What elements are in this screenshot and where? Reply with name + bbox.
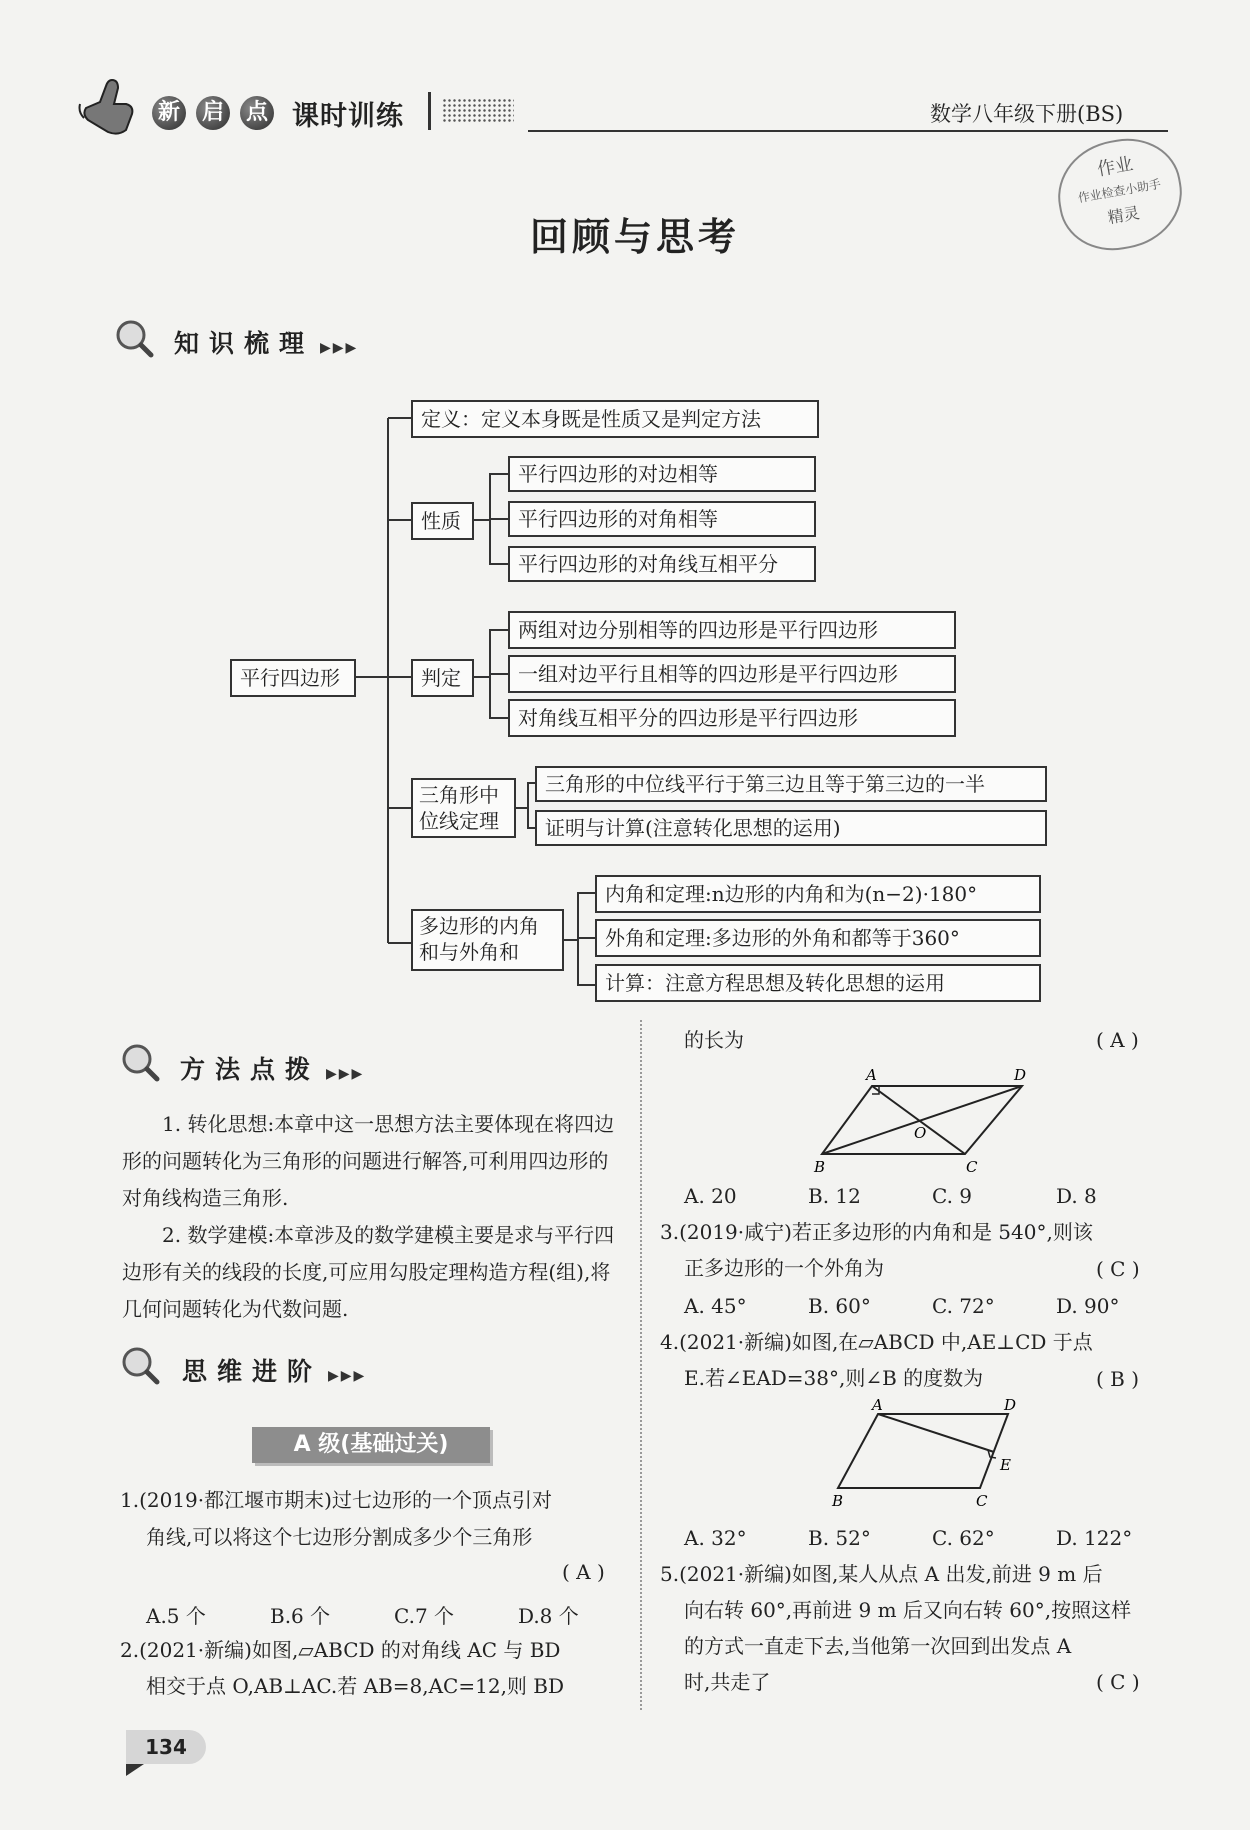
mindmap-criteria-label: 判定 [411, 659, 474, 697]
q3-option-a: A. 45° [684, 1294, 747, 1318]
q1-option-a: A.5 个 [146, 1604, 206, 1628]
polygon-item-1: 内角和定理:n边形的内角和为(n−2)·180° [595, 875, 1041, 913]
q2-label-o: O [914, 1124, 927, 1142]
method-paragraph-1: 1. 转化思想:本章中这一思想方法主要体现在将四边形的问题转化为三角形的问题进行解答,可利用四边形的对角线构造三角形. [122, 1112, 615, 1210]
brand-char-2: 启 [196, 96, 230, 130]
polygon-item-2: 外角和定理:多边形的外角和都等于360° [595, 919, 1041, 957]
q2-label-a: A [866, 1066, 877, 1084]
q1-line-1: 1.(2019·都江堰市期末)过七边形的一个顶点引对 [120, 1488, 552, 1512]
book-info: 数学八年级下册(BS) [930, 102, 1124, 126]
q2-line-3: 的长为 [684, 1028, 744, 1052]
property-item-2: 平行四边形的对角相等 [508, 501, 816, 537]
q2-option-b: B. 12 [808, 1184, 861, 1208]
section-arrows-icon: ▶▶▶ [328, 1368, 367, 1384]
midline-item-2: 证明与计算(注意转化思想的运用) [535, 810, 1047, 846]
section-method [180, 1050, 364, 1086]
q4-option-a: A. 32° [684, 1526, 747, 1550]
brand-char-1: 新 [152, 96, 186, 130]
page-title: 回顾与思考 [529, 215, 740, 259]
q4-label-a: A [872, 1396, 883, 1414]
mindmap-root: 平行四边形 [230, 659, 356, 697]
property-item-3: 平行四边形的对角线互相平分 [508, 546, 816, 582]
property-item-1: 平行四边形的对边相等 [508, 456, 816, 492]
q3-line-2: 正多边形的一个外角为 [684, 1256, 884, 1280]
q3-line-1: 3.(2019·咸宁)若正多边形的内角和是 540°,则该 [660, 1220, 1093, 1244]
q4-label-c: C [976, 1492, 988, 1510]
q2-label-d: D [1014, 1066, 1027, 1084]
q4-option-d: D. 122° [1056, 1526, 1133, 1550]
q5-answer: ( C ) [1096, 1670, 1140, 1694]
q4-line-2: E.若∠EAD=38°,则∠B 的度数为 [684, 1366, 984, 1390]
q2-answer: ( A ) [1096, 1028, 1139, 1052]
q2-option-c: C. 9 [932, 1184, 973, 1208]
q5-line-1: 5.(2021·新编)如图,某人从点 A 出发,前进 9 m 后 [660, 1562, 1103, 1586]
section-advanced [182, 1352, 366, 1388]
q4-line-1: 4.(2021·新编)如图,在▱ABCD 中,AE⊥CD 于点 [660, 1330, 1093, 1354]
midline-item-1: 三角形的中位线平行于第三边且等于第三边的一半 [535, 766, 1047, 802]
magnifier-icon [120, 1345, 160, 1385]
q2-line-2: 相交于点 O,AB⊥AC.若 AB=8,AC=12,则 BD [146, 1674, 565, 1698]
brand-title: 课时训练 [292, 101, 404, 132]
q3-option-c: C. 72° [932, 1294, 995, 1318]
magnifier-icon [120, 1042, 160, 1082]
criteria-item-3: 对角线互相平分的四边形是平行四边形 [508, 699, 956, 737]
mindmap-polygon-label: 多边形的内角和与外角和 [411, 909, 564, 971]
q1-option-c: C.7 个 [394, 1604, 455, 1628]
page-number: 134 [126, 1730, 206, 1764]
q2-option-a: A. 20 [684, 1184, 737, 1208]
mindmap-definition: 定义：定义本身既是性质又是判定方法 [411, 400, 819, 438]
q4-label-d: D [1004, 1396, 1017, 1414]
section-arrows-icon: ▶▶▶ [320, 340, 359, 356]
q5-line-4: 时,共走了 [684, 1670, 771, 1694]
mindmap-midline-label: 三角形中位线定理 [411, 778, 516, 838]
q4-answer: ( B ) [1096, 1367, 1140, 1391]
q4-option-c: C. 62° [932, 1526, 995, 1550]
q2-parallelogram-figure [800, 1060, 1060, 1180]
q3-option-d: D. 90° [1056, 1294, 1120, 1318]
section-knowledge-title: 知识梳理 [174, 329, 315, 358]
stamp-line-3: 精灵 [1106, 203, 1142, 228]
q3-option-b: B. 60° [808, 1294, 871, 1318]
section-method-title: 方法点拨 [180, 1055, 321, 1084]
q4-label-b: B [832, 1492, 844, 1510]
brand-char-3: 点 [240, 96, 274, 130]
q2-option-d: D. 8 [1056, 1184, 1097, 1208]
criteria-item-1: 两组对边分别相等的四边形是平行四边形 [508, 611, 956, 649]
section-arrows-icon: ▶▶▶ [326, 1066, 365, 1082]
q4-parallelogram-figure [820, 1396, 1040, 1516]
q3-answer: ( C ) [1096, 1257, 1140, 1281]
q1-line-2: 角线,可以将这个七边形分割成多少个三角形 [146, 1525, 533, 1549]
q4-option-b: B. 52° [808, 1526, 871, 1550]
q2-line-1: 2.(2021·新编)如图,▱ABCD 的对角线 AC 与 BD [120, 1638, 561, 1662]
page-number-tab-icon [126, 1764, 144, 1776]
mindmap-properties-label: 性质 [411, 502, 474, 540]
method-paragraph-2: 2. 数学建模:本章涉及的数学建模主要是求与平行四边形有关的线段的长度,可应用勾股定理构造方程(组),将几何问题转化为代数问题. [122, 1223, 615, 1321]
criteria-item-2: 一组对边平行且相等的四边形是平行四边形 [508, 655, 956, 693]
q5-line-2: 向右转 60°,再前进 9 m 后又向右转 60°,按照这样 [684, 1598, 1132, 1622]
polygon-item-3: 计算：注意方程思想及转化思想的运用 [595, 964, 1041, 1002]
level-badge: A 级(基础过关) [252, 1427, 490, 1463]
q1-option-b: B.6 个 [270, 1604, 331, 1628]
section-advanced-title: 思维进阶 [182, 1357, 323, 1386]
q2-label-b: B [814, 1158, 826, 1176]
q1-option-d: D.8 个 [518, 1604, 579, 1628]
q5-line-3: 的方式一直走下去,当他第一次回到出发点 A [684, 1634, 1072, 1658]
q1-answer: ( A ) [562, 1560, 605, 1584]
stamp-line-1: 作业 [1095, 153, 1135, 181]
stamp-line-2: 作业检查小助手 [1076, 176, 1162, 206]
q2-label-c: C [966, 1158, 978, 1176]
q4-label-e: E [1000, 1456, 1011, 1474]
column-divider [640, 1020, 642, 1710]
